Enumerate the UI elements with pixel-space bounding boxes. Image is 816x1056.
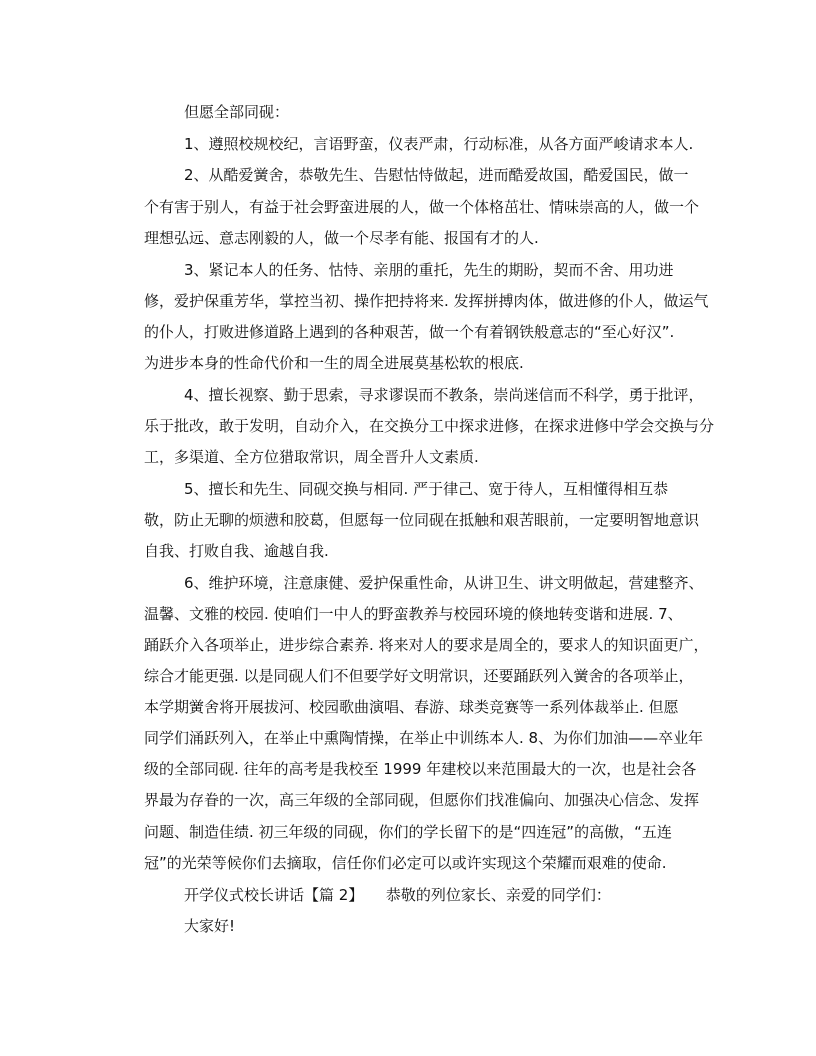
text-line: 同学们涌跃列入，在举止中熏陶情操，在举止中训练本人. 8、为你们加油——卒业年 — [144, 729, 704, 747]
text-line: 冠”的光荣等候你们去摘取，信任你们必定可以或许实现这个荣耀而艰难的使命. — [144, 854, 667, 872]
text-line: 2、从酷爱黉舍，恭敬先生、告慰怙恃做起，进而酷爱故国，酷爱国民，做一 — [184, 166, 689, 184]
text-line: 界最为存眷的一次，高三年级的全部同砚，但愿你们找准偏向、加强决心信念、发挥 — [144, 791, 700, 809]
text-line: 工，多渠道、全方位猎取常识，周全晋升人文素质. — [144, 448, 479, 466]
text-line: 但愿全部同砚： — [184, 103, 290, 121]
text-line: 自我、打败自我、逾越自我. — [144, 542, 329, 560]
text-line: 乐于批改，敢于发明，自动介入，在交换分工中探求进修，在探求进修中学会交换与分 — [144, 417, 715, 435]
text-line: 级的全部同砚. 往年的高考是我校至 1999 年建校以来范围最大的一次，也是社会各 — [144, 760, 697, 778]
text-line: 6、维护环境，注意康健、爱护保重性命，从讲卫生、讲文明做起，营建整齐、 — [184, 574, 704, 592]
text-line: 1、遵照校规校纪，言语野蛮，仪表严肃，行动标准，从各方面严峻请求本人. — [184, 135, 694, 153]
text-line: 问题、制造佳绩. 初三年级的同砚，你们的学长留下的是“四连冠”的高傲，“五连 — [144, 823, 672, 841]
text-line: 3、紧记本人的任务、怙恃、亲朋的重托，先生的期盼，契而不舍、用功进 — [184, 261, 674, 279]
text-line: 个有害于别人，有益于社会野蛮进展的人，做一个体格茁壮、情味崇高的人，做一个 — [144, 198, 700, 216]
text-line: 4、擅长视察、勤于思索，寻求谬误而不教条，崇尚迷信而不科学，勇于批评， — [184, 386, 704, 404]
text-line: 理想弘远、意志刚毅的人，做一个尽孝有能、报国有才的人. — [144, 229, 539, 247]
text-line: 大家好! — [184, 917, 236, 935]
text-line: 本学期黉舍将开展拔河、校园歌曲演唱、春游、球类竞赛等一系列体裁举止. 但愿 — [144, 698, 679, 716]
text-line: 踊跃介入各项举止，进步综合素养. 将来对人的要求是周全的，要求人的知识面更广， — [144, 636, 709, 654]
text-line: 敬，防止无聊的烦懑和胶葛，但愿每一位同砚在抵触和艰苦眼前，一定要明智地意识 — [144, 511, 700, 529]
text-line: 综合才能更强. 以是同砚人们不但要学好文明常识，还要踊跃列入黉舍的各项举止， — [144, 667, 694, 685]
text-line: 开学仪式校长讲话【篇 2】 恭敬的列位家长、亲爱的同学们： — [184, 886, 611, 904]
text-line: 温馨、文雅的校园. 使咱们一中人的野蛮教养与校园环境的倏地转变谐和进展. 7、 — [144, 605, 683, 623]
text-line: 的仆人，打败进修道路上遇到的各种艰苦，做一个有着钢铁般意志的“至心好汉”. — [144, 323, 675, 341]
text-line: 为进步本身的性命代价和一生的周全进展莫基松软的根底. — [144, 354, 524, 372]
text-line: 5、擅长和先生、同砚交换与相同. 严于律己、宽于待人，互相懂得相互恭 — [184, 480, 669, 498]
text-line: 修，爱护保重芳华，掌控当初、操作把持将来. 发挥拼搏肉体，做进修的仆人，做运气 — [144, 292, 709, 310]
